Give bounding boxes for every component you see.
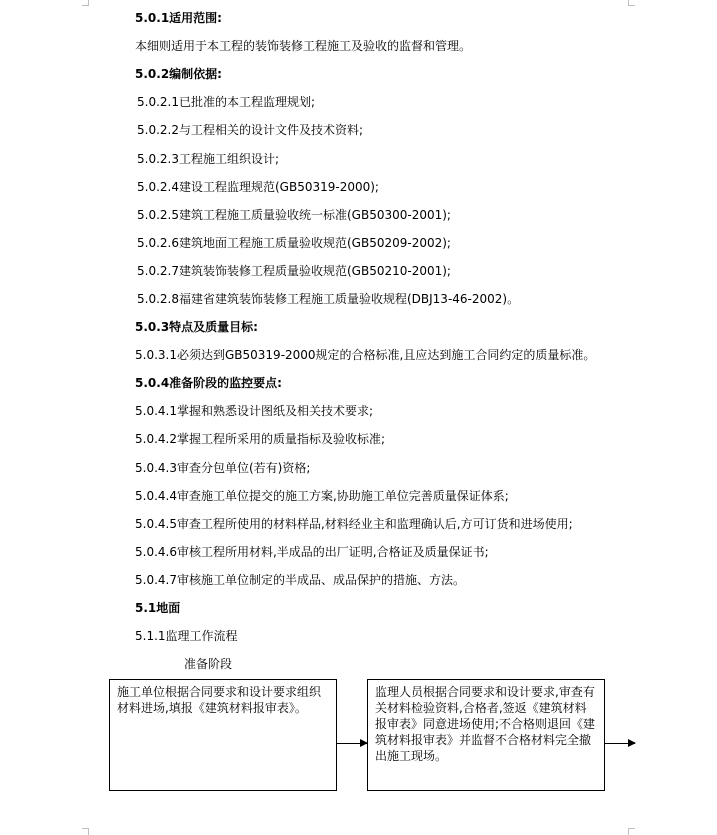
list-item: 5.0.2.3工程施工组织设计; (137, 152, 280, 166)
list-item: 5.0.2.1已批准的本工程监理规划; (137, 95, 316, 109)
section-5-0-1-body: 本细则适用于本工程的装饰装修工程施工及验收的监督和管理。 (135, 39, 472, 53)
crop-mark-bottom-right-h (628, 828, 635, 829)
crop-mark-bottom-left-h (82, 828, 89, 829)
section-5-0-4-heading: 5.0.4准备阶段的监控要点: (135, 376, 282, 390)
section-5-0-3-body: 5.0.3.1必须达到GB50319-2000规定的合格标准,且应达到施工合同约定的质量标准。 (135, 348, 596, 362)
flow-box-contractor (109, 679, 337, 791)
crop-mark-top-right-h (628, 5, 635, 6)
list-item: 5.0.4.3审查分包单位(若有)资格; (135, 461, 311, 475)
list-item: 5.0.4.2掌握工程所采用的质量指标及验收标准; (135, 432, 386, 446)
flow-arrow-out (605, 743, 635, 744)
section-5-0-1-heading: 5.0.1适用范围: (135, 11, 222, 25)
section-5-0-2-heading: 5.0.2编制依据: (135, 67, 222, 81)
flow-arrow-right (337, 743, 367, 744)
section-5-1-heading: 5.1地面 (135, 601, 181, 615)
list-item: 5.0.2.5建筑工程施工质量验收统一标准(GB50300-2001); (137, 208, 451, 222)
list-item: 5.0.4.4审查施工单位提交的施工方案,协助施工单位完善质量保证体系; (135, 489, 509, 503)
crop-mark-bottom-left (88, 828, 89, 835)
list-item: 5.0.2.7建筑装饰装修工程质量验收规范(GB50210-2001); (137, 264, 451, 278)
flow-box-supervisor (367, 679, 605, 791)
list-item: 5.0.2.4建设工程监理规范(GB50319-2000); (137, 180, 379, 194)
section-5-1-1-heading: 5.1.1监理工作流程 (135, 629, 238, 643)
flow-box-contractor-text: 施工单位根据合同要求和设计要求组织材料进场,填报《建筑材料报审表》。 (117, 685, 322, 715)
list-item: 5.0.2.8福建省建筑装饰装修工程施工质量验收规程(DBJ13-46-2002)。 (137, 292, 520, 306)
list-item: 5.0.4.1掌握和熟悉设计图纸及相关技术要求; (135, 404, 374, 418)
list-item: 5.0.4.6审核工程所用材料,半成品的出厂证明,合格证及质量保证书; (135, 545, 489, 559)
crop-mark-bottom-right (628, 828, 629, 835)
list-item: 5.0.2.6建筑地面工程施工质量验收规范(GB50209-2002); (137, 236, 451, 250)
list-item: 5.0.2.2与工程相关的设计文件及技术资料; (137, 123, 364, 137)
flow-box-supervisor-text: 监理人员根据合同要求和设计要求,审查有关材料检验资料,合格者,签返《建筑材料报审表》同意进场使用;不合格则退回《建筑材料报审表》并监督不合格材料完全撤出施工现场。 (375, 685, 596, 763)
list-item: 5.0.4.7审核施工单位制定的半成品、成品保护的措施、方法。 (135, 573, 465, 587)
list-item: 5.0.4.5审查工程所使用的材料样品,材料经业主和监理确认后,方可订货和进场使用; (135, 517, 573, 531)
crop-mark-top-left-h (82, 5, 89, 6)
section-5-0-3-heading: 5.0.3特点及质量目标: (135, 320, 258, 334)
flow-stage-label: 准备阶段 (184, 657, 233, 671)
